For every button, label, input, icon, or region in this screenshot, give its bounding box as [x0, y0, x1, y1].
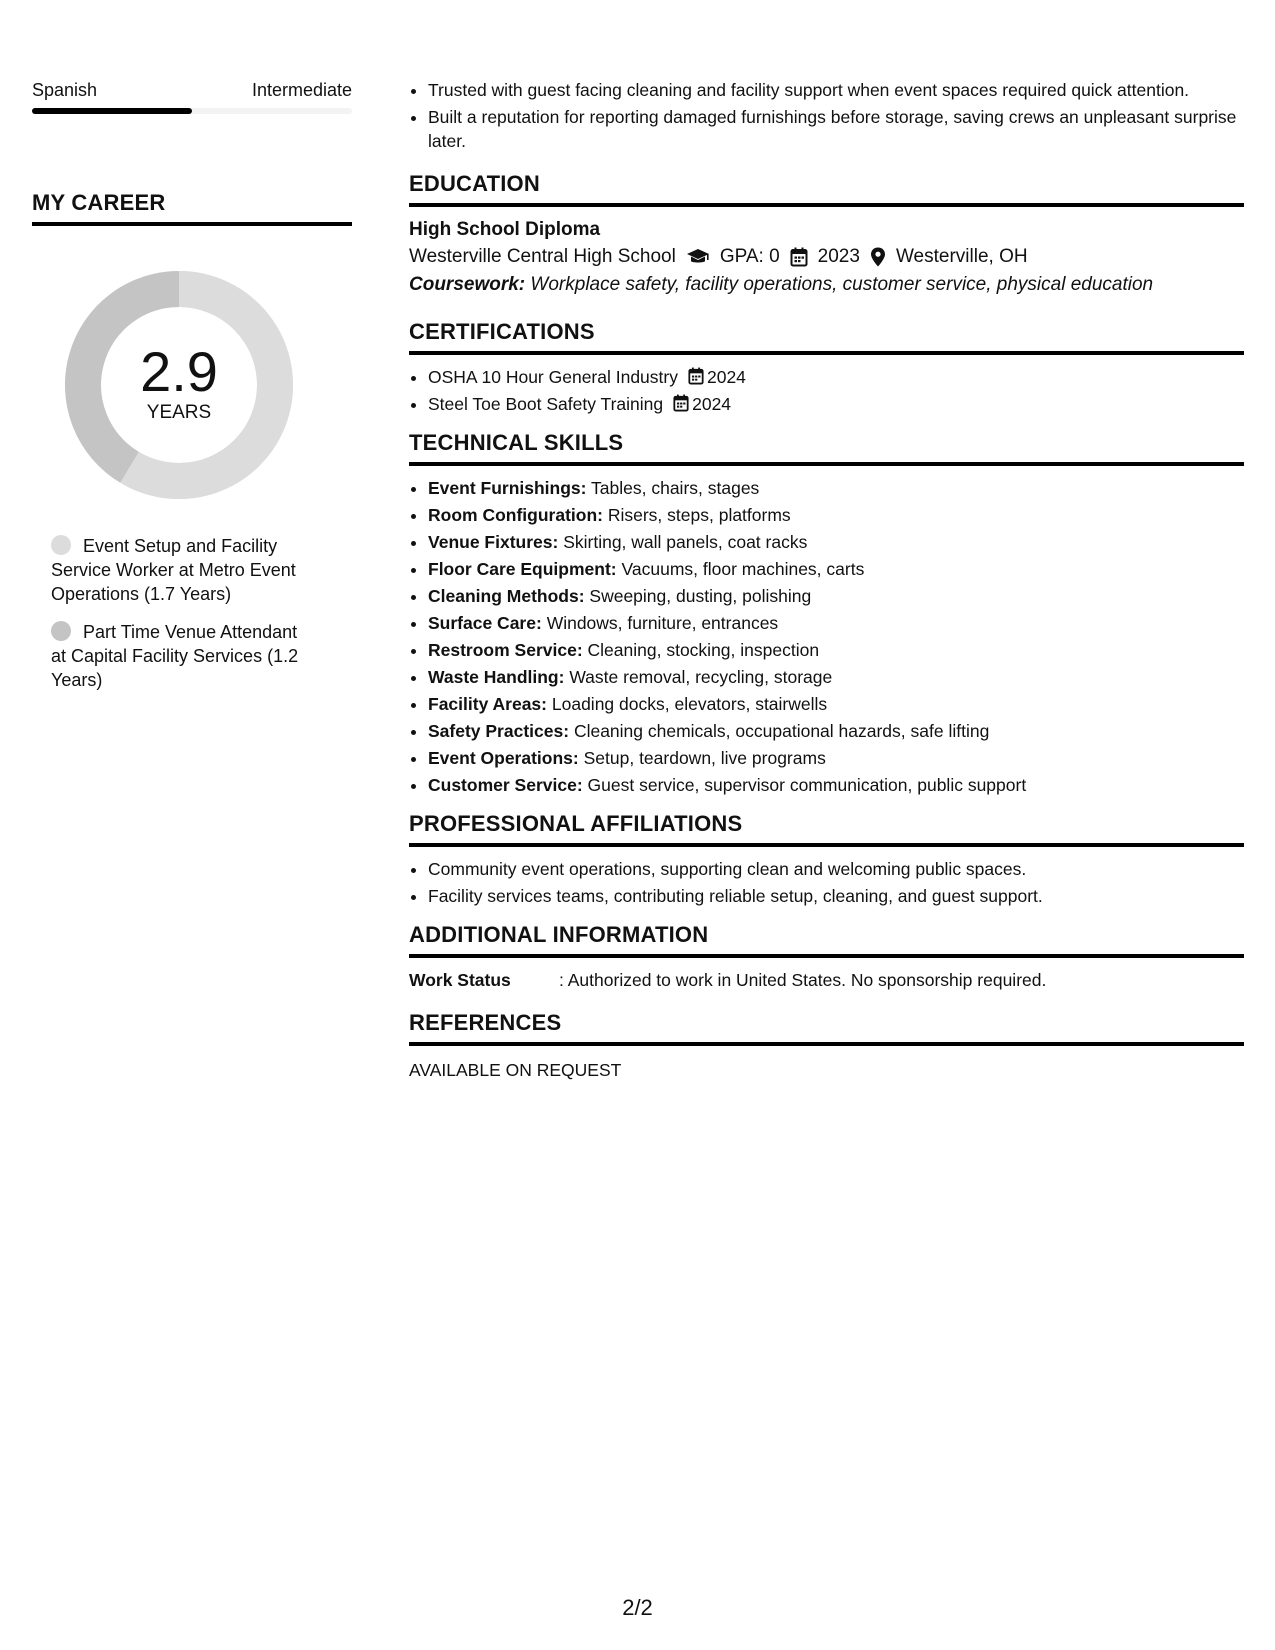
- skill-item: [428, 665, 1244, 689]
- skill-value: Windows, furniture, entrances: [546, 613, 779, 633]
- map-pin-icon: [870, 247, 886, 267]
- certification-item: [428, 365, 1244, 389]
- work-status-value: : Authorized to work in United States. No sponsorship required.: [559, 970, 1047, 990]
- work-status-label: Work Status: [409, 970, 511, 990]
- technical-skills-list: [409, 476, 1244, 797]
- references-title: REFERENCES: [409, 1010, 1244, 1046]
- language-proficiency-bar: [32, 108, 352, 114]
- technical-skills-section: [409, 430, 1244, 797]
- calendar-icon: [688, 367, 704, 385]
- skill-label: Room Configuration:: [428, 505, 603, 525]
- skill-value: Cleaning chemicals, occupational hazards, safe lifting: [573, 721, 990, 741]
- right-column: [409, 78, 1244, 1082]
- education-details: [409, 243, 1244, 271]
- skill-item: [428, 692, 1244, 716]
- education-coursework: [409, 271, 1244, 299]
- language-level: Intermediate: [251, 80, 352, 100]
- career-donut-chart: [64, 270, 294, 500]
- skill-label: Floor Care Equipment:: [428, 559, 617, 579]
- skill-label: Safety Practices:: [428, 721, 570, 741]
- experience-bullet: • Built a reputation for reporting damaged furnishings before storage, saving crews an unpleasant surprise later.: [428, 105, 1244, 153]
- certifications-title: CERTIFICATIONS: [409, 319, 1244, 355]
- education-gpa: GPA: 0: [719, 246, 780, 267]
- skill-label: Event Operations:: [428, 748, 579, 768]
- career-total-unit: YEARS: [146, 402, 212, 423]
- language-proficiency-fill: [32, 108, 192, 114]
- left-column: [32, 78, 352, 706]
- skill-item: [428, 638, 1244, 662]
- skill-value: Tables, chairs, stages: [591, 478, 760, 498]
- skill-label: Restroom Service:: [428, 640, 583, 660]
- experience-bullets: [409, 78, 1244, 153]
- certification-year: 2024: [692, 394, 732, 414]
- certification-name: OSHA 10 Hour General Industry: [428, 367, 678, 387]
- skill-item: [428, 773, 1244, 797]
- education-year: 2023: [817, 246, 860, 267]
- affiliations-section: [409, 811, 1244, 908]
- career-legend-item: [51, 534, 316, 606]
- education-degree: High School Diploma: [409, 219, 601, 240]
- references-section: [409, 1010, 1244, 1082]
- graduation-cap-icon: [686, 248, 710, 266]
- page-number: 2/2: [622, 1595, 653, 1620]
- skill-item: [428, 530, 1244, 554]
- career-total-value: 2.9: [140, 340, 218, 403]
- affiliations-title: PROFESSIONAL AFFILIATIONS: [409, 811, 1244, 847]
- education-school: Westerville Central High School: [409, 246, 676, 267]
- skill-label: Event Furnishings:: [428, 478, 587, 498]
- calendar-icon: [673, 394, 689, 412]
- legend-dot-icon: [51, 621, 71, 641]
- skill-label: Surface Care:: [428, 613, 542, 633]
- skill-item: [428, 584, 1244, 608]
- skill-label: Cleaning Methods:: [428, 586, 585, 606]
- skill-label: Facility Areas:: [428, 694, 547, 714]
- additional-info-title: ADDITIONAL INFORMATION: [409, 922, 1244, 958]
- career-section-title: MY CAREER: [32, 190, 352, 226]
- skill-value: Setup, teardown, live programs: [583, 748, 826, 768]
- skill-label: Venue Fixtures:: [428, 532, 559, 552]
- education-section: [409, 171, 1244, 299]
- certification-item: [428, 392, 1244, 416]
- certification-year: 2024: [706, 367, 746, 387]
- skill-value: Sweeping, dusting, polishing: [589, 586, 812, 606]
- additional-info-section: [409, 922, 1244, 992]
- skill-value: Skirting, wall panels, coat racks: [563, 532, 808, 552]
- coursework-label: Coursework:: [409, 274, 526, 295]
- education-location: Westerville, OH: [895, 246, 1028, 267]
- language-row: [32, 78, 352, 102]
- skill-value: Loading docks, elevators, stairwells: [551, 694, 828, 714]
- legend-dot-icon: [51, 535, 71, 555]
- skill-value: Risers, steps, platforms: [607, 505, 791, 525]
- skill-value: Cleaning, stocking, inspection: [587, 640, 820, 660]
- skill-label: Waste Handling:: [428, 667, 565, 687]
- skill-item: [428, 611, 1244, 635]
- references-text: AVAILABLE ON REQUEST: [409, 1060, 622, 1080]
- certification-name: Steel Toe Boot Safety Training: [428, 394, 664, 414]
- affiliation-item: • Facility services teams, contributing reliable setup, cleaning, and guest support.: [428, 884, 1244, 908]
- career-legend-item: [51, 620, 316, 692]
- skill-item: [428, 557, 1244, 581]
- affiliation-item: • Community event operations, supporting clean and welcoming public spaces.: [428, 857, 1244, 881]
- career-legend-label: Event Setup and Facility Service Worker at Metro Event Operations (1.7 Years): [51, 536, 296, 604]
- certifications-section: [409, 319, 1244, 416]
- donut-center: [64, 270, 294, 500]
- technical-skills-title: TECHNICAL SKILLS: [409, 430, 1244, 466]
- skill-value: Guest service, supervisor communication, public support: [587, 775, 1027, 795]
- language-name: Spanish: [32, 80, 98, 100]
- work-status-row: [409, 968, 1244, 992]
- experience-bullet: • Trusted with guest facing cleaning and facility support when event spaces required quick attention.: [428, 78, 1244, 102]
- skill-item: [428, 476, 1244, 500]
- skill-label: Customer Service:: [428, 775, 583, 795]
- skill-item: [428, 719, 1244, 743]
- skill-item: [428, 503, 1244, 527]
- skill-value: Waste removal, recycling, storage: [569, 667, 833, 687]
- education-title: EDUCATION: [409, 171, 1244, 207]
- calendar-icon: [790, 247, 808, 267]
- skill-item: [428, 746, 1244, 770]
- coursework-value: Workplace safety, facility operations, customer service, physical education: [530, 274, 1154, 295]
- career-legend-label: Part Time Venue Attendant at Capital Facility Services (1.2 Years): [51, 622, 299, 690]
- skill-value: Vacuums, floor machines, carts: [621, 559, 865, 579]
- career-legend: [51, 534, 316, 692]
